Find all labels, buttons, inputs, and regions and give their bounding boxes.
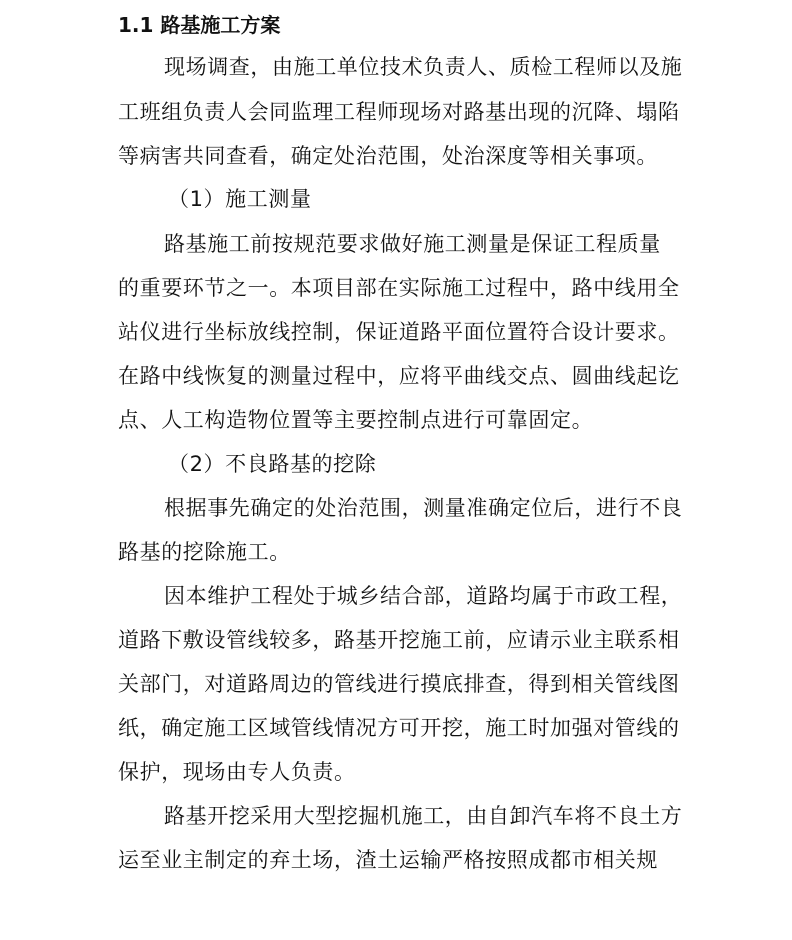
paragraph-line: 保护，现场由专人负责。 xyxy=(118,760,356,784)
section-heading: 1.1 路基施工方案 xyxy=(118,13,281,37)
subheading: （2）不良路基的挖除 xyxy=(168,452,377,476)
paragraph-line: 现场调查，由施工单位技术负责人、质检工程师以及施 xyxy=(164,55,683,79)
paragraph-line: 关部门，对道路周边的管线进行摸底排查，得到相关管线图 xyxy=(118,672,680,696)
paragraph-line: 工班组负责人会同监理工程师现场对路基出现的沉降、塌陷 xyxy=(118,100,680,124)
paragraph-line: 站仪进行坐标放线控制，保证道路平面位置符合设计要求。 xyxy=(118,320,680,344)
paragraph-line: 路基施工前按规范要求做好施工测量是保证工程质量 xyxy=(164,232,661,256)
paragraph-line: 的重要环节之一。本项目部在实际施工过程中，路中线用全 xyxy=(118,276,680,300)
paragraph-line: 路基开挖采用大型挖掘机施工，由自卸汽车将不良土方 xyxy=(164,804,683,828)
paragraph-line: 运至业主制定的弃土场，渣土运输严格按照成都市相关规 xyxy=(118,848,658,872)
subheading: （1）施工测量 xyxy=(168,187,312,211)
paragraph-line: 路基的挖除施工。 xyxy=(118,540,291,564)
paragraph-line: 根据事先确定的处治范围，测量准确定位后，进行不良 xyxy=(164,496,683,520)
paragraph-line: 点、人工构造物位置等主要控制点进行可靠固定。 xyxy=(118,408,594,432)
paragraph-line: 因本维护工程处于城乡结合部，道路均属于市政工程， xyxy=(164,584,683,608)
paragraph-line: 道路下敷设管线较多，路基开挖施工前，应请示业主联系相 xyxy=(118,628,680,652)
paragraph-line: 等病害共同查看，确定处治范围，处治深度等相关事项。 xyxy=(118,144,658,168)
paragraph-line: 在路中线恢复的测量过程中，应将平曲线交点、圆曲线起讫 xyxy=(118,364,680,388)
paragraph-line: 纸，确定施工区域管线情况方可开挖，施工时加强对管线的 xyxy=(118,716,680,740)
